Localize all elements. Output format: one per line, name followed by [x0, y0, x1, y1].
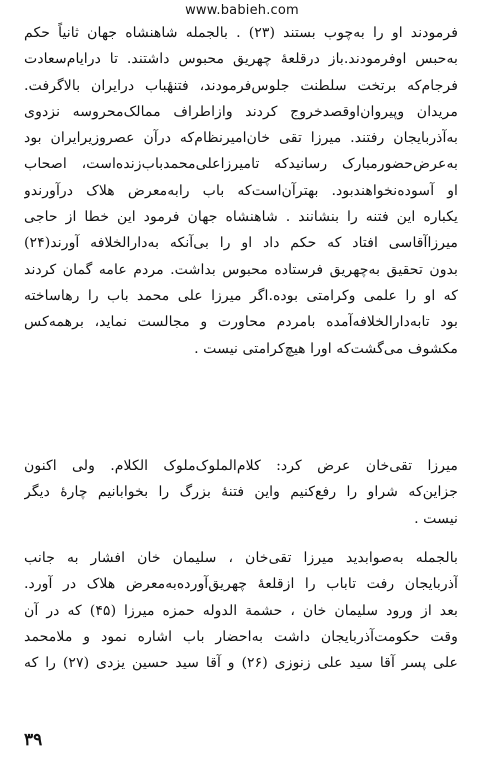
text-line: به‌حبس اوفرمودند.باز درقلعهٔ چهریق محبوس داشتند. تا درایام‌سعادت [24, 51, 458, 68]
text-line: مکشوف می‌گشت‌که اورا هیچ‌کرامتی نیست . [194, 340, 458, 357]
text-line: نیست . [414, 510, 458, 527]
page-number: ۳۹ [24, 730, 43, 750]
site-url[interactable]: www.babieh.com [185, 3, 299, 18]
text-line: مریدان وپیروان‌اوقصدخروج کردند وازاطراف ممالک‌محروسه نزدوی [24, 103, 458, 120]
text-line: فرمودند او را به‌چوب بستند (۲۳) . بالجمله شاهنشاه جهان ثانیاً حکم [24, 25, 458, 41]
text-line: او آسوده‌نخواهندبود. بهترآن‌است‌که باب رابه‌معرض هلاک درآورندو [24, 182, 458, 199]
text-line: به‌آذربایجان رفتند. میرزا تقی خان‌امیرنظام‌که درآن عصروزیرایران بود [24, 130, 458, 147]
text-line: میرزاآقاسی افتاد که حکم داد او را بی‌آنکه به‌دارالخلافه آورند(۲۴) [24, 235, 458, 252]
paragraph-3 [24, 545, 458, 676]
paragraph-2 [24, 453, 458, 532]
text-line: آذربایجان رفت تاباب را ازقلعهٔ چهریق‌آورده‌به‌معرض هلاک در آورد. [24, 576, 458, 593]
text-line: وقت حکومت‌آذربایجان داشت به‌احضار باب اشاره نمود و ملامحمد [24, 628, 458, 645]
text-line: بدون تحقیق به‌چهریق فرستاده محبوس بداشت. مردم عامه گمان کردند [24, 261, 458, 278]
text-line: بعد از ورود سلیمان خان ، حشمة الدوله حمزه میرزا (۴۵) که در آن [24, 602, 458, 619]
text-line: یکباره این فتنه را بنشانند . شاهنشاه جهان فرمود این خطا از حاجی [24, 209, 458, 226]
text-line: به‌عرض‌حضورمبارک رسانیدکه تامیرزاعلی‌محمدباب‌زنده‌است، اصحاب [24, 156, 458, 173]
text-line: میرزا تقی‌خان عرض کرد: کلام‌الملوک‌ملوک الکلام. ولی اکنون [24, 458, 458, 474]
text-line: علی پسر آقا سید علی زنوزی (۲۶) و آقا سید حسین یزدی (۲۷) را که [24, 655, 458, 672]
text-line: بود تابه‌دارالخلافه‌آمده بامردم محاورت و مجالست نماید، برهمه‌کس [24, 314, 458, 331]
text-line: بالجمله به‌صوابدید میرزا تقی‌خان ، سلیمان خان افشار به جانب [24, 550, 458, 566]
paragraph-1 [24, 20, 458, 362]
text-line: جزاین‌که شراو را رفع‌کنیم واین فتنهٔ بزرگ را بخوابانیم چارهٔ دیگر [24, 484, 458, 501]
text-line: فرجام‌که برتخت سلطنت جلوس‌فرمودند، فتنهٔباب درایران بالاگرفت. [24, 77, 458, 94]
text-line: که او را علمی وکرامتی بوده.اگر میرزا علی محمد باب را رهاساخته [24, 287, 458, 304]
